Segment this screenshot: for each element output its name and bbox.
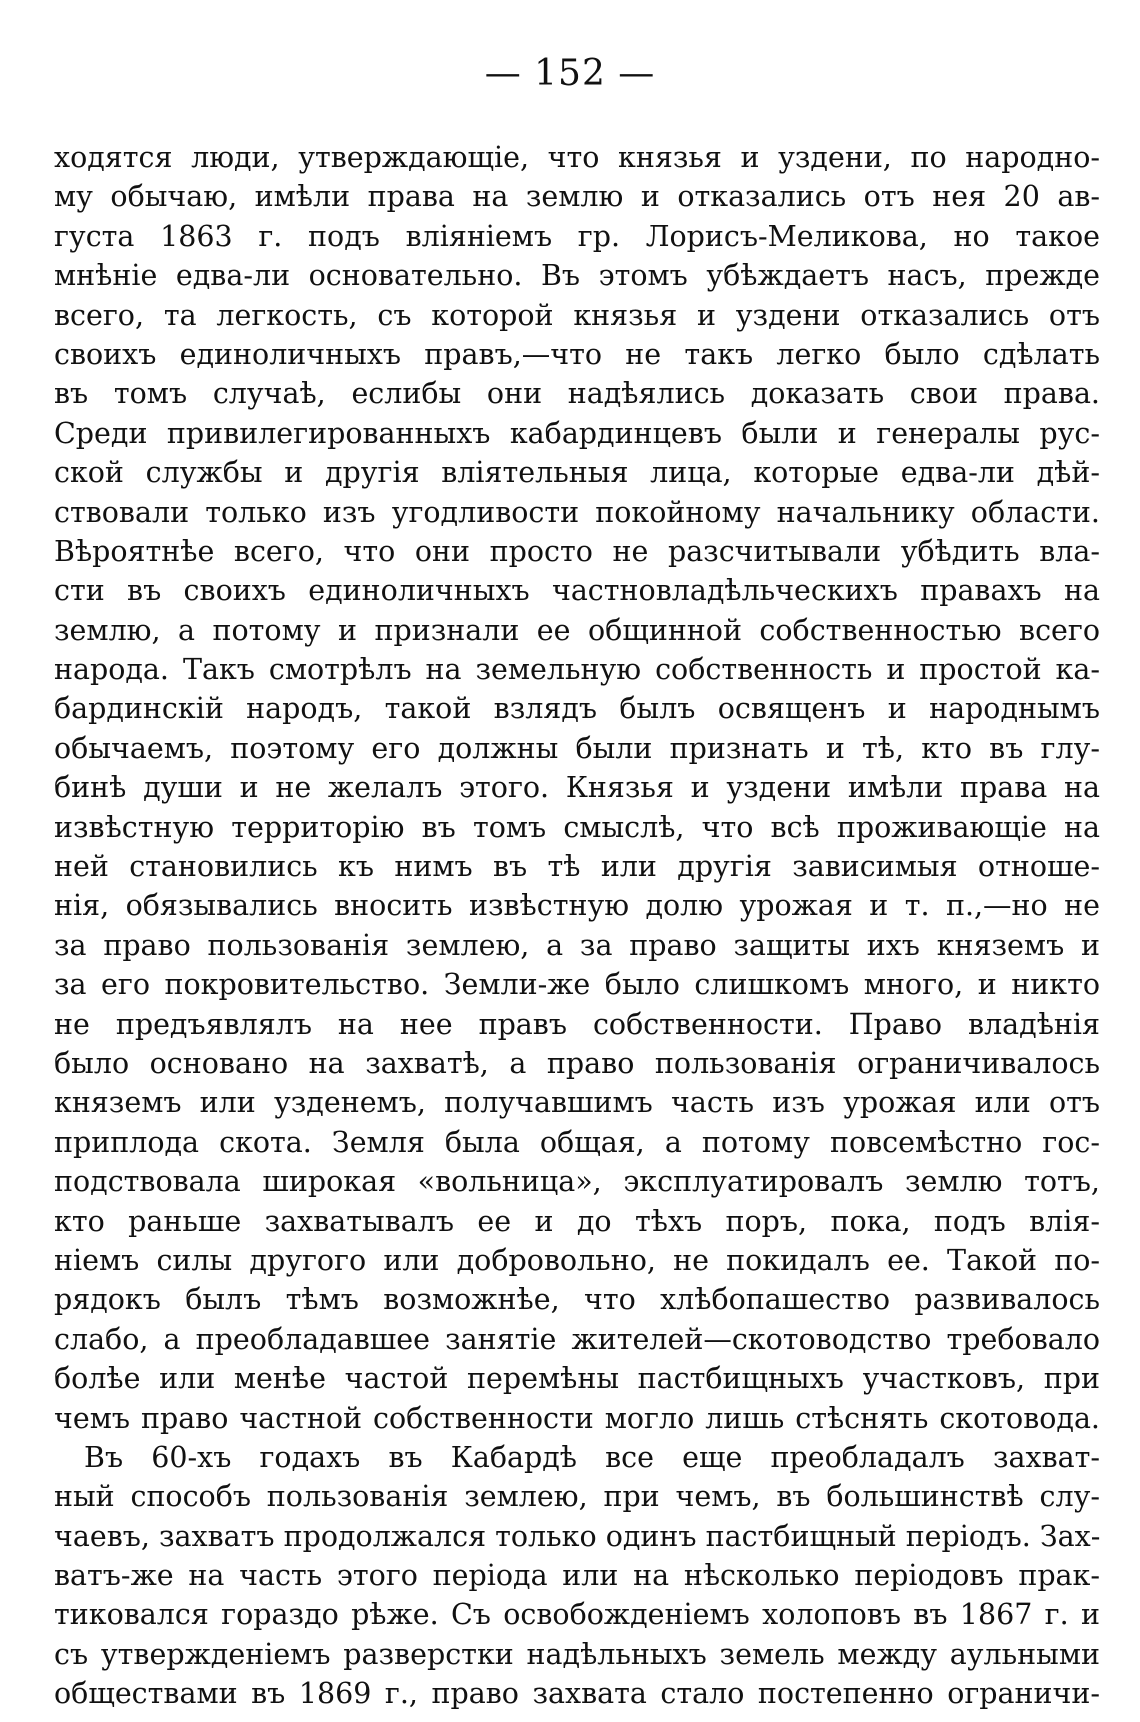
- text-line: всего, та легкость, съ которой князья и уздени отказались отъ: [54, 298, 1100, 332]
- text-line: съ утвержденіемъ разверстки надѣльныхъ земель между аульными: [54, 1637, 1100, 1671]
- text-line: за его покровительство. Земли-же было слишкомъ много, и никто: [54, 968, 1100, 1002]
- text-line: за право пользованія землею, а за право защиты ихъ княземъ и: [54, 928, 1100, 962]
- body-text: [54, 138, 1100, 1714]
- text-line: своихъ единоличныхъ правъ,—что не такъ легко было сдѣлать: [54, 337, 1100, 371]
- text-line: княземъ или узденемъ, получавшимъ часть изъ урожая или отъ: [54, 1086, 1100, 1120]
- text-line: приплода скота. Земля была общая, а потому повсемѣстно гос-: [54, 1125, 1100, 1159]
- text-line: слабо, а преобладавшее занятіе жителей—скотоводство требовало: [54, 1322, 1100, 1356]
- text-line: Въ 60-хъ годахъ въ Кабардѣ все еще преобладалъ захват-: [84, 1440, 1100, 1474]
- text-line: мнѣніе едва-ли основательно. Въ этомъ убѣждаетъ насъ, прежде: [54, 259, 1100, 293]
- text-line: сти въ своихъ единоличныхъ частновладѣльческихъ правахъ на: [54, 574, 1100, 608]
- text-line: рядокъ былъ тѣмъ возможнѣе, что хлѣбопашество развивалось: [54, 1283, 1100, 1317]
- text-line: му обычаю, имѣли права на землю и отказались отъ нея 20 ав-: [54, 180, 1100, 214]
- text-line: ней становились къ нимъ въ тѣ или другія зависимыя отноше-: [54, 850, 1100, 884]
- text-line: ходятся люди, утверждающіе, что князья и уздени, по народно-: [54, 141, 1100, 174]
- text-line: обществами въ 1869 г., право захвата стало постепенно ограничи-: [54, 1677, 1100, 1711]
- text-line: бардинскій народъ, такой взлядъ былъ освященъ и народнымъ: [54, 692, 1100, 726]
- text-line: землю, а потому и признали ее общинной собственностью всего: [54, 613, 1100, 647]
- text-line: ніемъ силы другого или добровольно, не покидалъ ее. Такой по-: [54, 1243, 1100, 1277]
- text-line: Среди привилегированныхъ кабардинцевъ были и генералы рус-: [54, 416, 1100, 450]
- text-line: кто раньше захватывалъ ее и до тѣхъ поръ, пока, подъ влія-: [54, 1204, 1100, 1238]
- text-line: ный способъ пользованія землею, при чемъ, въ большинствѣ слу-: [54, 1480, 1100, 1514]
- text-line: было основано на захватѣ, а право пользованія ограничивалось: [54, 1046, 1100, 1080]
- text-line: тиковался гораздо рѣже. Съ освобожденіемъ холоповъ въ 1867 г. и: [54, 1598, 1100, 1632]
- text-line: болѣе или менѣе частой перемѣны пастбищныхъ участковъ, при: [54, 1362, 1100, 1396]
- text-line: въ томъ случаѣ, еслибы они надѣялись доказать свои права.: [54, 377, 1100, 411]
- text-line: бинѣ души и не желалъ этого. Князья и уздени имѣли права на: [54, 771, 1100, 805]
- text-line: ватъ-же на часть этого періода или на нѣсколько періодовъ прак-: [54, 1559, 1100, 1593]
- text-line: извѣстную территорію въ томъ смыслѣ, что всѣ проживающіе на: [54, 810, 1100, 844]
- text-line: Вѣроятнѣе всего, что они просто не разсчитывали убѣдить вла-: [54, 534, 1100, 568]
- text-line: чаевъ, захватъ продолжался только одинъ пастбищный періодъ. Зах-: [54, 1519, 1100, 1553]
- text-line: подствовала широкая «вольница», эксплуатировалъ землю тотъ,: [54, 1165, 1100, 1199]
- text-line: ской службы и другія вліятельныя лица, которые едва-ли дѣй-: [54, 456, 1100, 490]
- text-line: не предъявлялъ на нее правъ собственности. Право владѣнія: [54, 1007, 1100, 1041]
- page-number: — 152 —: [484, 53, 656, 94]
- text-line: чемъ право частной собственности могло лишь стѣснять скотовода.: [54, 1401, 1100, 1435]
- text-line: народа. Такъ смотрѣлъ на земельную собственность и простой ка-: [54, 653, 1100, 687]
- text-line: обычаемъ, поэтому его должны были признать и тѣ, кто въ глу-: [54, 731, 1100, 765]
- text-line: нія, обязывались вносить извѣстную долю урожая и т. п.,—но не: [54, 889, 1100, 923]
- text-line: густа 1863 г. подъ вліяніемъ гр. Лорисъ-Меликова, но такое: [54, 219, 1100, 253]
- text-line: ствовали только изъ угодливости покойному начальнику области.: [54, 495, 1100, 529]
